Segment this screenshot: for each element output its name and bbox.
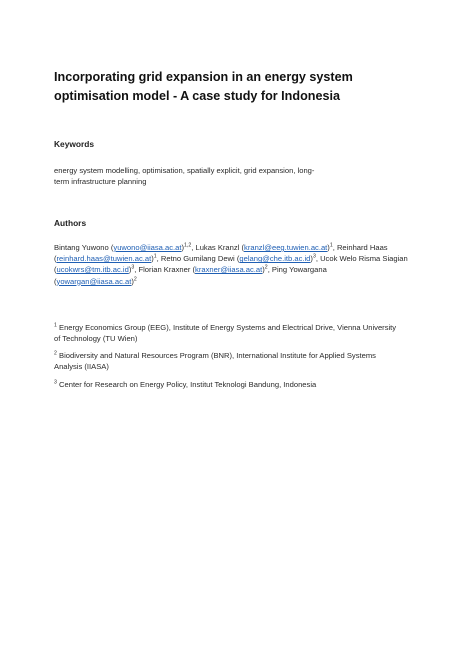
keywords-text (54, 165, 314, 187)
author-email-link[interactable]: yowargan@iiasa.ac.at (56, 276, 132, 286)
affiliation-text-cont: of Technology (TU Wien) (54, 334, 138, 344)
affiliation-text: Biodiversity and Natural Resources Program (BNR), International Institute for Applied Systems (59, 351, 376, 360)
affiliation-sup: 1 (329, 242, 333, 249)
affiliation-sup: 1 (153, 253, 157, 260)
affiliation-text: Energy Economics Group (EEG), Institute of Energy Systems and Electrical Drive, Vienna University (59, 323, 397, 332)
affiliation-number: 3 (54, 379, 57, 386)
authors-line-2: (reinhard.haas@tuwien.ac.at)$^1$, Retno Gumilang Dewi (gelang@che.itb.ac.id)$^3$, Ucok Welo Risma Siagian (54, 253, 408, 264)
author-email-link[interactable]: kraxner@iiasa.ac.at (195, 265, 263, 275)
author-email-link[interactable]: kranzl@eeg.tuwien.ac.at (244, 243, 328, 252)
affiliation-sup: 3 (312, 253, 316, 260)
affiliation-text-cont: Analysis (IIASA) (54, 362, 109, 372)
authors-line-3: (ucokwrs@tm.itb.ac.id)$^3$, Florian Kraxner (kraxner@iiasa.ac.at)$^2$, Ping Yowargana (54, 264, 327, 275)
title-line-1: Incorporating grid expansion in an energy system (54, 70, 353, 84)
affiliation-number: 1 (54, 322, 57, 329)
affiliation-2 (54, 350, 376, 372)
author-email-link[interactable]: reinhard.haas@tuwien.ac.at (56, 254, 152, 264)
authors-heading: Authors (54, 218, 87, 228)
author-email-link[interactable]: gelang@che.itb.ac.id (239, 254, 311, 264)
author-name: Bintang Yuwono (54, 243, 109, 252)
title-line-2: optimisation model - A case study for Indonesia (54, 89, 340, 103)
affiliation-sup: 2 (133, 276, 137, 283)
author-email-link[interactable]: yuwono@iiasa.ac.at (113, 243, 182, 252)
author-name: Ping Yowargana (271, 265, 327, 275)
affiliation-sup: 2 (264, 264, 268, 271)
affiliation-sup: 1,2 (184, 242, 192, 249)
author-name: Retno Gumilang Dewi (160, 254, 235, 264)
keywords-line-2: term infrastructure planning (54, 177, 147, 187)
authors-line-4: (yowargan@iiasa.ac.at)$^2$ (54, 276, 137, 286)
authors-line-1: Bintang Yuwono (yuwono@iiasa.ac.at)$^{1,2}$, Lukas Kranzl (kranzl@eeg.tuwien.ac.at)$^1$, Reinhard Haas (54, 242, 388, 252)
paper-title (54, 68, 414, 106)
author-name: Florian Kraxner (138, 265, 191, 275)
affiliation-3 (54, 379, 316, 390)
keywords-heading: Keywords (54, 139, 95, 149)
affiliation-sup: 3 (131, 264, 135, 271)
affiliation-number: 2 (54, 350, 57, 357)
keywords-line-1: energy system modelling, optimisation, spatially explicit, grid expansion, long- (54, 166, 315, 175)
author-email-link[interactable]: ucokwrs@tm.itb.ac.id (56, 265, 129, 275)
author-name: Lukas Kranzl (195, 243, 240, 252)
authors-block (54, 242, 408, 287)
author-name: Ucok Welo Risma Siagian (320, 254, 408, 264)
affiliation-text: Center for Research on Energy Policy, Institut Teknologi Bandung, Indonesia (59, 380, 317, 389)
affiliation-1 (54, 322, 396, 344)
author-name: Reinhard Haas (336, 243, 388, 252)
